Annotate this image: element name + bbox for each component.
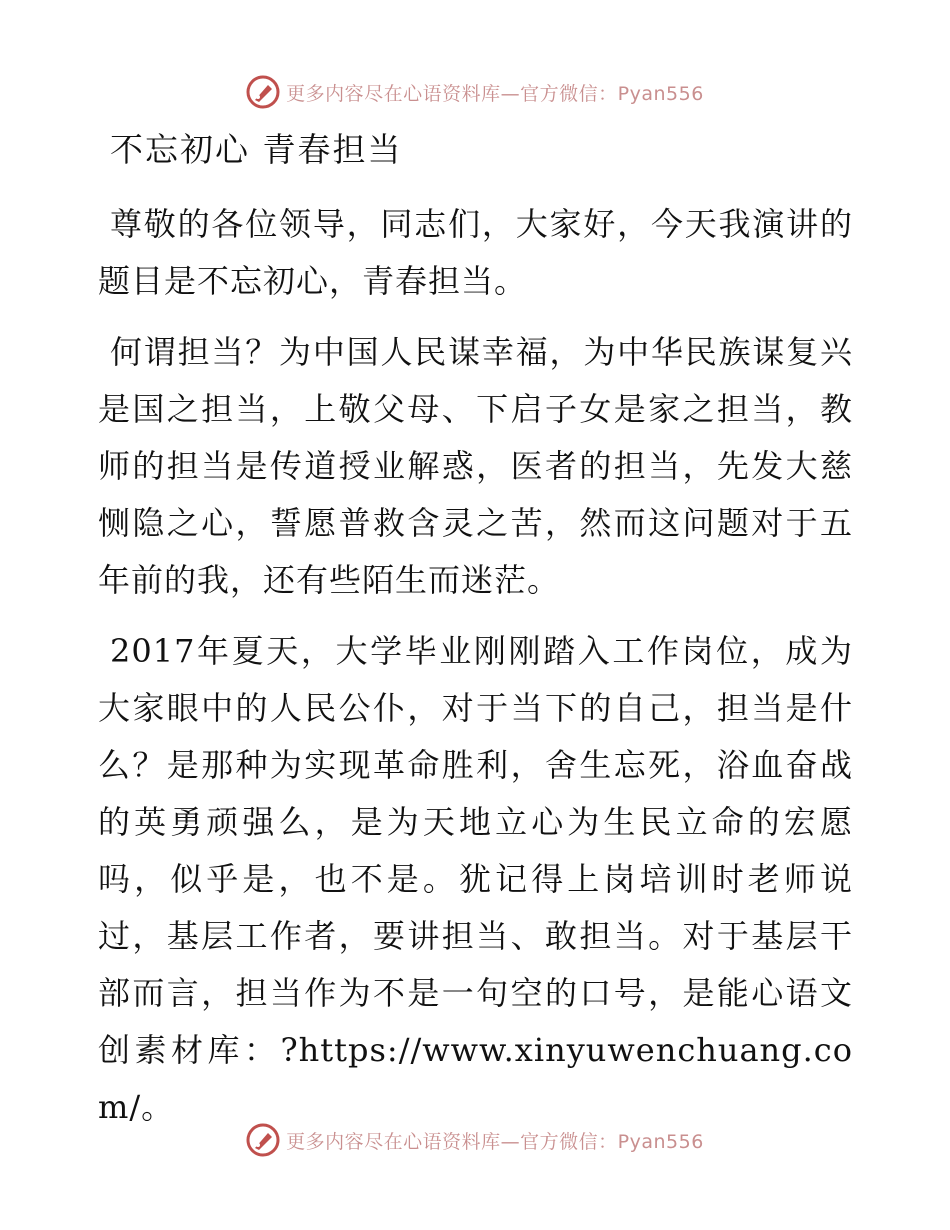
document-title: 不忘初心 青春担当 bbox=[110, 130, 403, 169]
banner-text: 更多内容尽在心语资料库—官方微信：Pyan556 bbox=[286, 1130, 704, 1153]
pen-nib-logo-icon bbox=[246, 75, 280, 109]
pen-nib-logo-icon bbox=[246, 1123, 280, 1157]
footer-banner bbox=[0, 1120, 950, 1160]
paragraph-meaning-of-responsibility: 何谓担当？为中国人民谋幸福，为中华民族谋复兴是国之担当，上敬父母、下启子女是家之担当，教师的担当是传道授业解惑，医者的担当，先发大慈恻隐之心，誓愿普救含灵之苦，然而这问题对于五年前的我，还有些陌生而迷茫。 bbox=[98, 333, 853, 599]
paragraph-2017-summer: 2017年夏天，大学毕业刚刚踏入工作岗位，成为大家眼中的人民公仆，对于当下的自己，担当是什么？是那种为实现革命胜利，舍生忘死，浴血奋战的英勇顽强么，是为天地立心为生民立命的宏愿吗，似乎是，也不是。犹记得上岗培训时老师说过，基层工作者，要讲担当、敢担当。对于基层干部而言，担当作为不是一句空的口号，是能心语文创素材库：?https://www.xinyuwenchuang.com/。 bbox=[98, 632, 853, 1126]
header-banner bbox=[0, 72, 950, 112]
paragraph-greeting: 尊敬的各位领导，同志们，大家好，今天我演讲的题目是不忘初心，青春担当。 bbox=[98, 205, 853, 300]
document-body bbox=[98, 196, 853, 1150]
banner-text: 更多内容尽在心语资料库—官方微信：Pyan556 bbox=[286, 82, 704, 105]
